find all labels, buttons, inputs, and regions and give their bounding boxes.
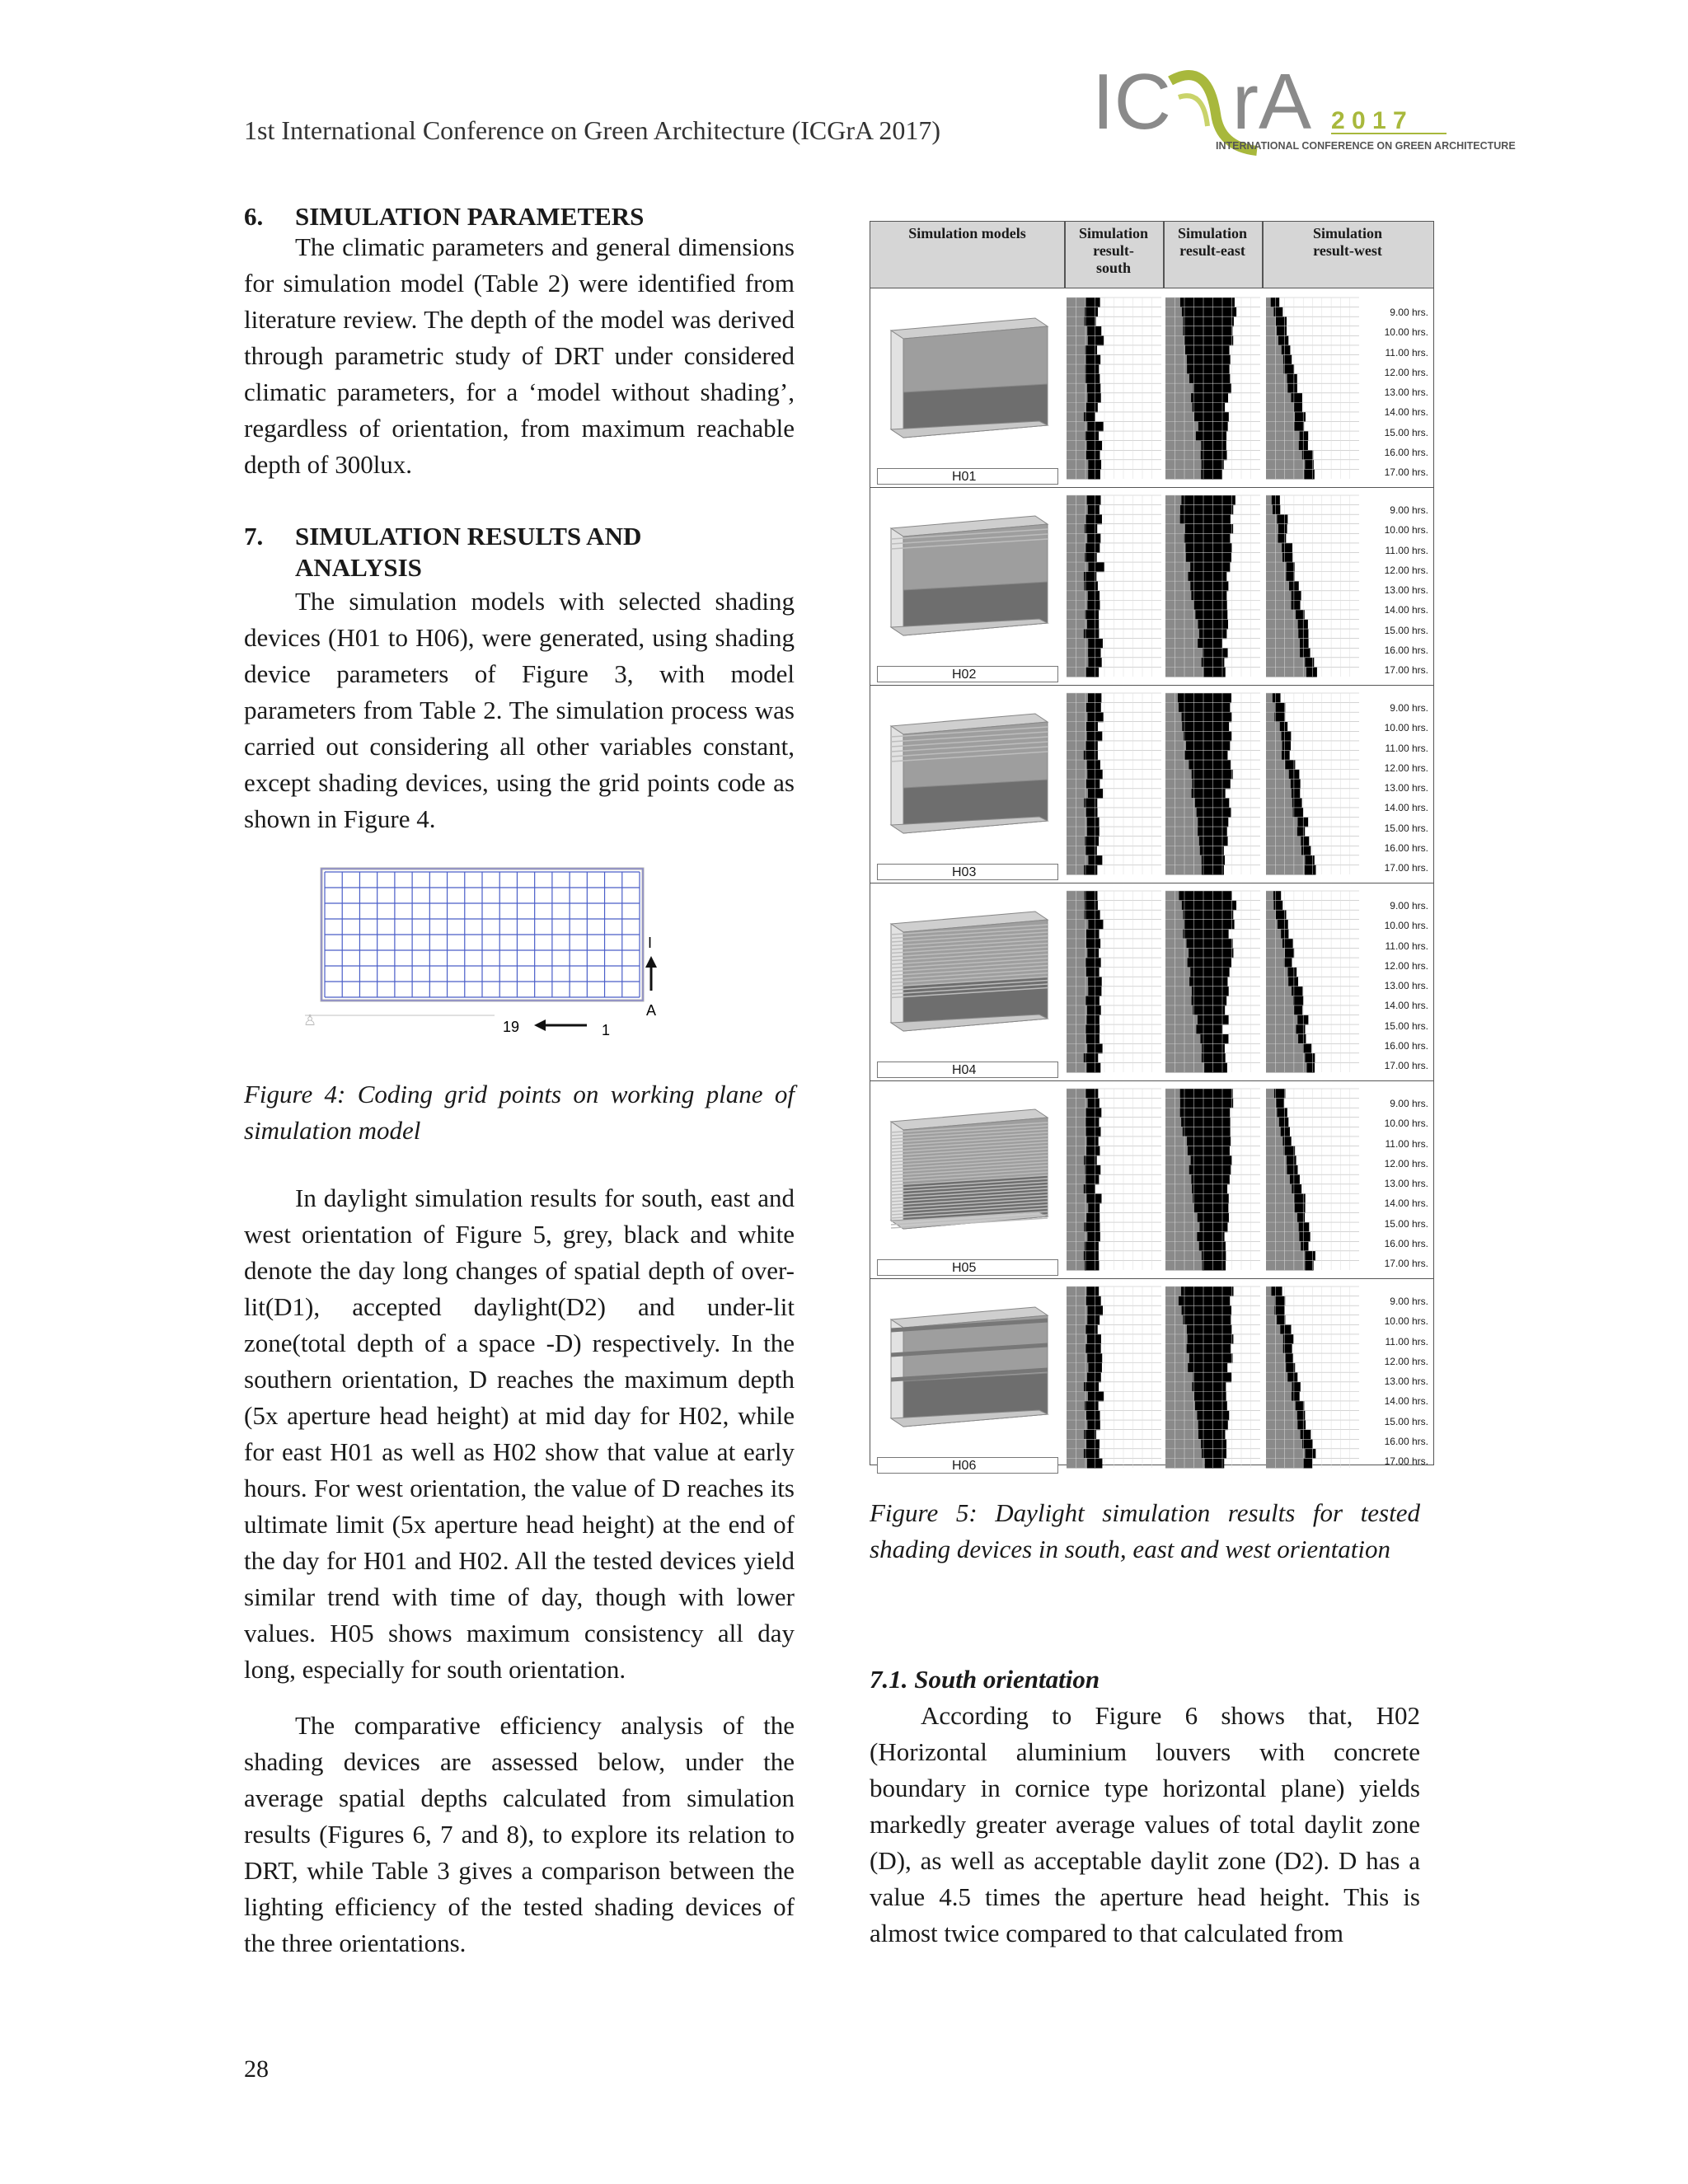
section-6-paragraph: The climatic parameters and general dimensions for simulation model (Table 2) were identified from literature review. The depth of the model was derived through parametric study of DRT under considered climatic parameters, for a ‘model without shading’, regardless of orientation, from maximum reachable depth of 300lux. — [244, 232, 795, 479]
result-south — [1067, 298, 1161, 479]
hour-label: 9.00 hrs. — [1390, 900, 1428, 912]
figure-5-row — [870, 883, 1433, 1080]
result-south — [1067, 1286, 1161, 1468]
col-header-models: Simulation models — [908, 225, 1026, 241]
result-south — [1067, 891, 1161, 1072]
hour-labels — [1361, 896, 1435, 1076]
hour-label: 17.00 hrs. — [1384, 1060, 1428, 1072]
hour-label: 15.00 hrs. — [1384, 1415, 1428, 1427]
model-label: H04 — [877, 1062, 1058, 1078]
hour-label: 15.00 hrs. — [1384, 1217, 1428, 1230]
model-render — [870, 1278, 1064, 1476]
model-label: H03 — [877, 864, 1058, 880]
model-label: H02 — [877, 666, 1058, 682]
hour-label: 17.00 hrs. — [1384, 862, 1428, 874]
hour-label: 10.00 hrs. — [1384, 1118, 1428, 1130]
icgra-logo — [1092, 58, 1516, 157]
logo-right-text: rA — [1232, 58, 1311, 146]
figure-5-row — [870, 1080, 1433, 1278]
result-south — [1067, 495, 1161, 677]
hour-label: 14.00 hrs. — [1384, 1000, 1428, 1012]
page-number: 28 — [244, 2055, 269, 2083]
col-header-east: Simulation result-east — [1177, 225, 1248, 259]
hour-label: 17.00 hrs. — [1384, 1258, 1428, 1270]
hour-label: 12.00 hrs. — [1384, 959, 1428, 972]
hour-label: 17.00 hrs. — [1384, 664, 1428, 677]
hour-label: 16.00 hrs. — [1384, 644, 1428, 657]
hour-label: 10.00 hrs. — [1384, 722, 1428, 734]
running-head: 1st International Conference on Green Architecture (ICGrA 2017) — [244, 115, 941, 145]
hour-label: 17.00 hrs. — [1384, 466, 1428, 479]
section-7-1-paragraph: According to Figure 6 shows that, H02 (Horizontal aluminium louvers with concrete boundary in cornice type horizontal plane) yields markedly greater average values of total daylit zone (D), as well as acceptable daylit zone (D2). D has a value 4.5 times the aperture head height. This is almost twice compared to that calculated from — [870, 1701, 1420, 1947]
figure-4-grid — [305, 867, 668, 1040]
hour-label: 13.00 hrs. — [1384, 1376, 1428, 1388]
hour-label: 15.00 hrs. — [1384, 822, 1428, 834]
hour-label: 11.00 hrs. — [1385, 346, 1428, 359]
section-7-1-heading: 7.1. South orientation — [870, 1665, 1100, 1694]
label-A: A — [646, 1002, 657, 1019]
hour-label: 16.00 hrs. — [1384, 1040, 1428, 1052]
figure-5-row — [870, 685, 1433, 883]
logo-subtitle: INTERNATIONAL CONFERENCE ON GREEN ARCHITECTURE — [1216, 140, 1516, 152]
hour-label: 9.00 hrs. — [1390, 307, 1428, 318]
hour-label: 13.00 hrs. — [1384, 1178, 1428, 1190]
hour-label: 16.00 hrs. — [1384, 1436, 1428, 1448]
result-west — [1266, 693, 1359, 874]
figure-5-header — [870, 222, 1433, 288]
hour-label: 10.00 hrs. — [1384, 920, 1428, 932]
hour-label: 15.00 hrs. — [1384, 426, 1428, 438]
model-label: H01 — [877, 468, 1058, 485]
hour-label: 17.00 hrs. — [1384, 1455, 1428, 1468]
logo-left-text: IC — [1092, 58, 1171, 146]
hour-label: 14.00 hrs. — [1384, 406, 1428, 419]
result-west — [1266, 495, 1359, 677]
model-render — [870, 487, 1064, 685]
hour-label: 16.00 hrs. — [1384, 447, 1428, 459]
hour-label: 12.00 hrs. — [1384, 762, 1428, 774]
hour-label: 11.00 hrs. — [1385, 940, 1428, 952]
figure-5-row — [870, 487, 1433, 685]
vertical-arrow — [645, 956, 657, 991]
section-7-paragraph-1: The simulation models with selected shading devices (H01 to H06), were generated, using shading device parameters of Figure 3, with model parameters from Table 2. The simulation process was carried out considering all other variables constant, except shading devices, using the grid points code as shown in Figure 4. — [244, 587, 795, 833]
figure-5-table — [870, 221, 1434, 1473]
hour-label: 9.00 hrs. — [1390, 1296, 1428, 1307]
result-east — [1165, 693, 1260, 874]
col-header-west: Simulation result-west — [1312, 225, 1383, 259]
result-west — [1266, 1286, 1359, 1468]
hour-label: 12.00 hrs. — [1384, 564, 1428, 576]
hour-labels — [1361, 500, 1435, 681]
hour-labels — [1361, 698, 1435, 879]
hour-label: 15.00 hrs. — [1384, 1019, 1428, 1032]
logo-swoosh-inner — [1179, 96, 1207, 126]
section-7-paragraph-2: In daylight simulation results for south, east and west orientation of Figure 5, grey, black and white denote the day long changes of spatial depth of over-lit(D1), accepted daylight(D2) and under-lit zone(total depth of a space -D) respectively. In the southern orientation, D reaches the maximum depth (5x aperture head height) at mid day for H02, while for east H01 as well as H02 show that value at early hours. For west orientation, the value of D reaches its ultimate limit (5x aperture head height) at the end of the day for H01 and H02. All the tested devices yield similar trend with time of day, though with lower values. H05 shows maximum consistency all day long, especially for south orientation. — [244, 1183, 795, 1684]
label-19: 19 — [503, 1019, 520, 1035]
section-6-heading: 6. SIMULATION PARAMETERS — [244, 202, 645, 231]
model-render — [870, 685, 1064, 883]
figure-5-row — [870, 1278, 1433, 1476]
hour-label: 16.00 hrs. — [1384, 842, 1428, 855]
result-east — [1165, 1286, 1260, 1468]
hour-label: 14.00 hrs. — [1384, 604, 1428, 616]
hour-label: 11.00 hrs. — [1385, 742, 1428, 754]
model-render — [870, 883, 1064, 1080]
section-7-heading: 7. SIMULATION RESULTS AND ANALYSIS — [244, 522, 642, 582]
hour-label: 10.00 hrs. — [1384, 524, 1428, 537]
model-render — [870, 289, 1064, 487]
hour-label: 11.00 hrs. — [1385, 544, 1428, 556]
hour-label: 13.00 hrs. — [1384, 387, 1428, 399]
hour-label: 10.00 hrs. — [1384, 326, 1428, 339]
hour-label: 13.00 hrs. — [1384, 980, 1428, 992]
result-south — [1067, 1089, 1161, 1270]
model-render — [870, 1080, 1064, 1278]
col-header-south: Simulation result- south — [1078, 225, 1149, 276]
result-east — [1165, 891, 1260, 1072]
hour-label: 13.00 hrs. — [1384, 782, 1428, 794]
hour-label: 11.00 hrs. — [1385, 1335, 1428, 1347]
hour-label: 9.00 hrs. — [1390, 1098, 1428, 1109]
hour-labels — [1361, 302, 1435, 483]
svg-text:♙: ♙ — [303, 1012, 317, 1029]
label-I: I — [648, 935, 653, 951]
model-label: H06 — [877, 1457, 1058, 1474]
hour-label: 12.00 hrs. — [1384, 366, 1428, 378]
hour-labels — [1361, 1094, 1435, 1274]
model-label: H05 — [877, 1259, 1058, 1276]
hour-label: 9.00 hrs. — [1390, 504, 1428, 516]
hour-label: 14.00 hrs. — [1384, 1395, 1428, 1408]
hour-label: 15.00 hrs. — [1384, 624, 1428, 636]
hour-label: 14.00 hrs. — [1384, 1197, 1428, 1210]
label-1: 1 — [602, 1022, 611, 1038]
hour-label: 14.00 hrs. — [1384, 802, 1428, 814]
result-east — [1165, 298, 1260, 479]
result-west — [1266, 1089, 1359, 1270]
section-7-paragraph-3: The comparative efficiency analysis of the shading devices are assessed below, under the average spatial depths calculated from simulation results (Figures 6, 7 and 8), to explore its relation to DRT, while Table 3 gives a comparison between the lighting efficiency of the tested shading devices of the three orientations. — [244, 1711, 795, 1957]
hour-label: 9.00 hrs. — [1390, 702, 1428, 714]
hour-label: 10.00 hrs. — [1384, 1315, 1428, 1328]
result-south — [1067, 693, 1161, 874]
figure-5-row — [870, 289, 1433, 487]
figure-4-caption: Figure 4: Coding grid points on working plane of simulation model — [244, 1080, 795, 1145]
result-east — [1165, 495, 1260, 677]
hour-label: 12.00 hrs. — [1384, 1355, 1428, 1367]
logo-year: 2 0 1 7 — [1331, 107, 1407, 134]
hour-labels — [1361, 1291, 1435, 1472]
hour-label: 12.00 hrs. — [1384, 1157, 1428, 1169]
hour-label: 13.00 hrs. — [1384, 584, 1428, 597]
result-west — [1266, 298, 1359, 479]
result-east — [1165, 1089, 1260, 1270]
figure-5-caption: Figure 5: Daylight simulation results for tested shading devices in south, east and west orientation — [870, 1498, 1420, 1563]
hour-label: 16.00 hrs. — [1384, 1238, 1428, 1250]
hour-label: 11.00 hrs. — [1385, 1137, 1428, 1150]
result-west — [1266, 891, 1359, 1072]
